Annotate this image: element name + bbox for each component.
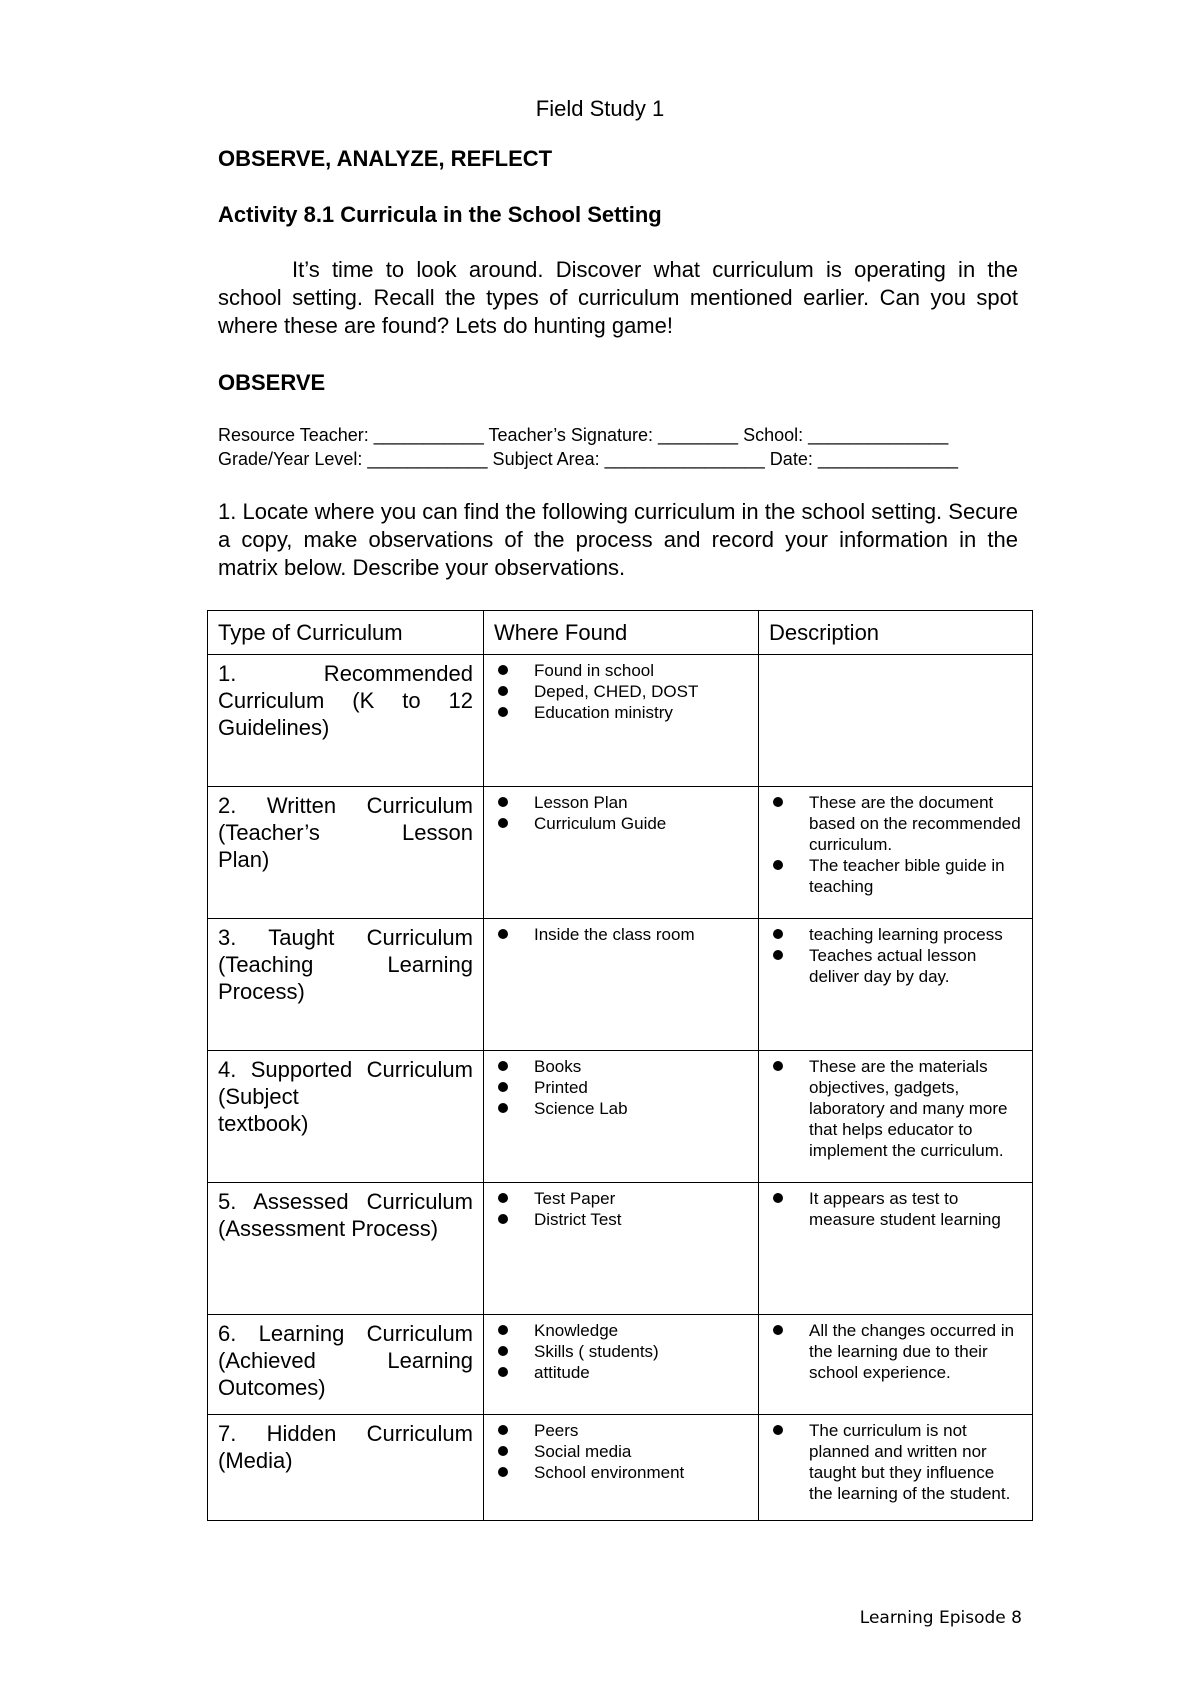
description-cell — [759, 1415, 1033, 1521]
where-found-list — [494, 1056, 748, 1119]
table-body — [208, 655, 1033, 1521]
header-type: Type of Curriculum — [208, 611, 484, 655]
curriculum-type-text: 2. Written Curriculum (Teacher’s Lesson — [218, 793, 473, 845]
main-heading: OBSERVE, ANALYZE, REFLECT — [218, 146, 553, 171]
curriculum-type-cell — [208, 1051, 484, 1183]
curriculum-type-cell — [208, 1415, 484, 1521]
where-found-cell — [484, 787, 759, 919]
description-list — [769, 1056, 1022, 1161]
page-header: Field Study 1 — [535, 96, 665, 121]
list-item: Test Paper — [494, 1188, 748, 1209]
list-item: School environment — [494, 1462, 748, 1483]
list-item: All the changes occurred in the learning due to their school experience. — [769, 1320, 1022, 1383]
where-found-list — [494, 1188, 748, 1230]
page-footer: Learning Episode 8 — [859, 1608, 1022, 1628]
list-item: Skills ( students) — [494, 1341, 748, 1362]
description-cell — [759, 1315, 1033, 1415]
table-header-row — [208, 611, 1033, 655]
where-found-cell — [484, 1183, 759, 1315]
curriculum-type-text: 6. Learning Curriculum (Achieved Learning — [218, 1321, 473, 1373]
list-item: Science Lab — [494, 1098, 748, 1119]
list-item: Teaches actual lesson deliver day by day. — [769, 945, 1022, 987]
curriculum-type-text-end: Plan) — [218, 847, 270, 872]
table-row — [208, 655, 1033, 787]
curriculum-type-cell — [208, 787, 484, 919]
curriculum-type-text: 4. Supported Curriculum (Subject — [218, 1057, 473, 1109]
list-item: Printed — [494, 1077, 748, 1098]
where-found-list — [494, 1320, 748, 1383]
curriculum-type-cell — [208, 655, 484, 787]
curriculum-type-text-end: Outcomes) — [218, 1375, 326, 1400]
list-item: Knowledge — [494, 1320, 748, 1341]
curriculum-type-cell — [208, 1183, 484, 1315]
where-found-cell — [484, 1315, 759, 1415]
list-item: Social media — [494, 1441, 748, 1462]
curriculum-type-text: 5. Assessed Curriculum — [218, 1189, 473, 1214]
list-item: Books — [494, 1056, 748, 1077]
curriculum-type-text-end: (Assessment Process) — [218, 1216, 439, 1241]
intro-paragraph: It’s time to look around. Discover what curriculum is operating in the school setting. Recall the types of curriculum mentioned earlier. Can you spot where these are found? Lets do hunting game! — [218, 257, 1018, 338]
where-found-list — [494, 660, 748, 723]
table-row — [208, 919, 1033, 1051]
list-item: Inside the class room — [494, 924, 748, 945]
description-list — [769, 1320, 1022, 1383]
description-list — [769, 792, 1022, 897]
header-where: Where Found — [484, 611, 759, 655]
description-cell — [759, 1051, 1033, 1183]
curriculum-type-cell — [208, 919, 484, 1051]
list-item: The teacher bible guide in teaching — [769, 855, 1022, 897]
where-found-cell — [484, 1415, 759, 1521]
table-row — [208, 1415, 1033, 1521]
curriculum-type-text-end: (Media) — [218, 1448, 293, 1473]
curriculum-type-text-end: Process) — [218, 979, 305, 1004]
description-cell — [759, 655, 1033, 787]
table-row — [208, 1051, 1033, 1183]
info-line-1: Resource Teacher: ___________ Teacher’s Signature: ________ School: ______________ — [218, 425, 949, 445]
description-list — [769, 1420, 1022, 1504]
description-cell — [759, 919, 1033, 1051]
table-row — [208, 787, 1033, 919]
description-cell — [759, 1183, 1033, 1315]
list-item: Curriculum Guide — [494, 813, 748, 834]
curriculum-matrix — [207, 610, 1033, 1521]
list-item: Lesson Plan — [494, 792, 748, 813]
list-item: These are the document based on the recommended curriculum. — [769, 792, 1022, 855]
where-found-list — [494, 1420, 748, 1483]
where-found-cell — [484, 919, 759, 1051]
curriculum-type-text: 7. Hidden Curriculum — [218, 1421, 473, 1446]
curriculum-type-text: 3. Taught Curriculum (Teaching Learning — [218, 925, 473, 977]
curriculum-type-cell — [208, 1315, 484, 1415]
list-item: attitude — [494, 1362, 748, 1383]
description-list — [769, 924, 1022, 987]
question-1: 1. Locate where you can find the following curriculum in the school setting. Secure a copy, make observations of the process and record your information in the matrix below. Describe your observations. — [218, 499, 1018, 580]
observe-heading: OBSERVE — [218, 370, 326, 395]
list-item: It appears as test to measure student learning — [769, 1188, 1022, 1230]
curriculum-type-text-end: Guidelines) — [218, 715, 330, 740]
list-item: teaching learning process — [769, 924, 1022, 945]
where-found-list — [494, 792, 748, 834]
description-cell — [759, 787, 1033, 919]
info-line-2: Grade/Year Level: ____________ Subject Area: ________________ Date: ______________ — [218, 449, 958, 469]
where-found-cell — [484, 1051, 759, 1183]
list-item: The curriculum is not planned and written nor taught but they influence the learning of the student. — [769, 1420, 1022, 1504]
activity-title: Activity 8.1 Curricula in the School Setting — [218, 202, 662, 227]
list-item: Peers — [494, 1420, 748, 1441]
list-item: Education ministry — [494, 702, 748, 723]
header-description: Description — [759, 611, 1033, 655]
list-item: Deped, CHED, DOST — [494, 681, 748, 702]
list-item: District Test — [494, 1209, 748, 1230]
description-list — [769, 1188, 1022, 1230]
list-item: These are the materials objectives, gadgets, laboratory and many more that helps educator to implement the curriculum. — [769, 1056, 1022, 1161]
curriculum-type-text-end: textbook) — [218, 1111, 309, 1136]
curriculum-type-text: 1. Recommended Curriculum (K to 12 — [218, 661, 473, 713]
list-item: Found in school — [494, 660, 748, 681]
table-row — [208, 1183, 1033, 1315]
where-found-cell — [484, 655, 759, 787]
table-row — [208, 1315, 1033, 1415]
where-found-list — [494, 924, 748, 945]
